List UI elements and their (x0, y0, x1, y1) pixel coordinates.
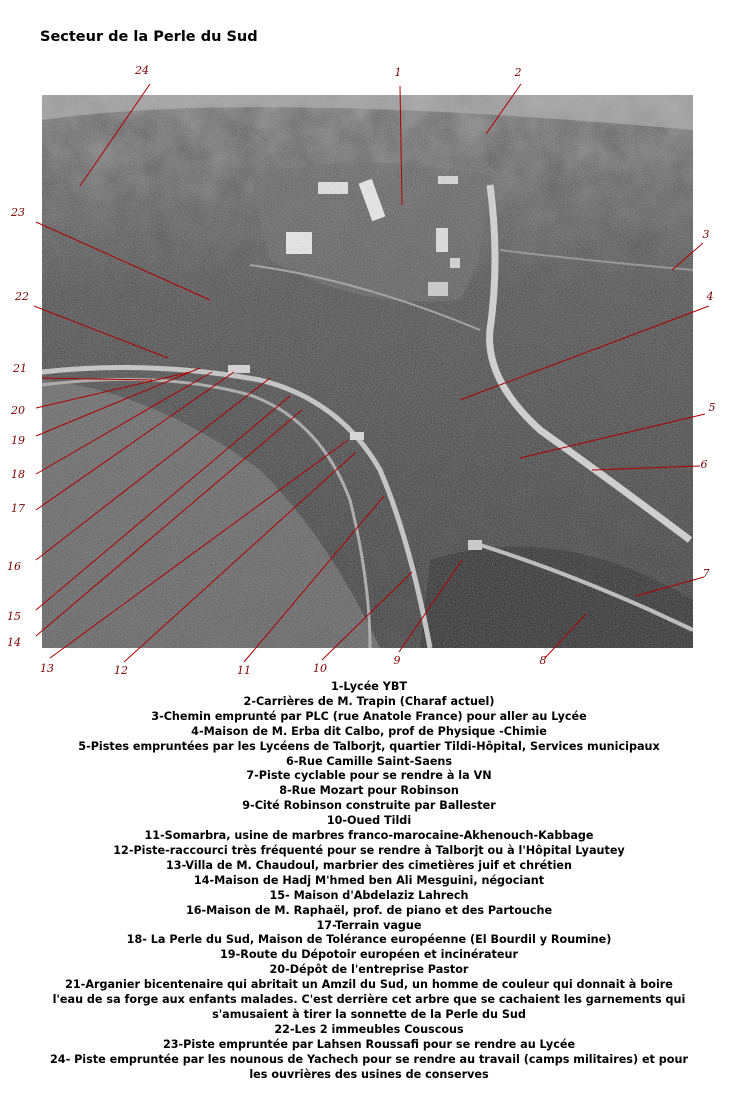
legend-line: 2-Carrières de M. Trapin (Charaf actuel) (243, 694, 495, 708)
legend-line: 6-Rue Camille Saint-Saens (285, 754, 453, 768)
legend-line: 9-Cité Robinson construite par Ballester (242, 799, 496, 813)
marker-number-18: 18 (11, 468, 25, 481)
marker-number-20: 20 (11, 404, 25, 417)
marker-number-12: 12 (114, 664, 128, 677)
marker-number-11: 11 (237, 664, 251, 677)
marker-number-8: 8 (539, 654, 547, 667)
legend-line: 13-Villa de M. Chaudoul, marbrier des cimetières juif et chrétien (166, 858, 572, 872)
marker-number-9: 9 (393, 654, 401, 667)
page-title: Secteur de la Perle du Sud (40, 29, 258, 45)
legend-line: 11-Somarbra, usine de marbres franco-marocaine-Akhenouch-Kabbage (144, 829, 594, 843)
legend-line: 23-Piste empruntée par Lahsen Roussafi pour se rendre au Lycée (162, 1037, 576, 1051)
marker-number-10: 10 (313, 662, 327, 675)
marker-number-14: 14 (7, 636, 21, 649)
marker-number-7: 7 (702, 567, 710, 580)
marker-number-2: 2 (514, 66, 522, 79)
marker-number-24: 24 (135, 64, 149, 77)
legend-line: 12-Piste-raccourci très fréquenté pour se rendre à Talborjt ou à l'Hôpital Lyautey (113, 843, 625, 857)
legend-line: 8-Rue Mozart pour Robinson (279, 784, 459, 798)
legend-line: s'amusaient à tirer la sonnette de la Perle du Sud (212, 1007, 526, 1021)
marker-number-3: 3 (702, 228, 710, 241)
marker-number-13: 13 (40, 662, 54, 675)
legend-line: 14-Maison de Hadj M'hmed ben Ali Mesguini, négociant (193, 873, 545, 887)
legend-line: 21-Arganier bicentenaire qui abritait un Amzil du Sud, un homme de couleur qui donnait à boire (65, 978, 673, 992)
legend-line: 20-Dépôt de l'entreprise Pastor (269, 963, 469, 977)
marker-number-19: 19 (11, 434, 25, 447)
marker-number-15: 15 (7, 610, 21, 623)
legend-line: 5-Pistes empruntées par les Lycéens de Talborjt, quartier Tildi-Hôpital, Services municipaux (78, 739, 660, 753)
photo-terrain (42, 95, 693, 648)
legend-line: 1-Lycée YBT (330, 680, 408, 693)
marker-number-22: 22 (15, 290, 29, 303)
legend-line: 4-Maison de M. Erba dit Calbo, prof de Physique -Chimie (191, 724, 547, 738)
legend-line: 7-Piste cyclable pour se rendre à la VN (246, 769, 492, 783)
legend-line: 10-Oued Tildi (326, 814, 412, 828)
legend-line: 24- Piste empruntée par les nounous de Yachech pour se rendre au travail (camps militaires) et pour (50, 1052, 688, 1066)
marker-number-17: 17 (11, 502, 25, 515)
marker-number-1: 1 (394, 66, 402, 79)
legend-line: 3-Chemin emprunté par PLC (rue Anatole France) pour aller au Lycée (151, 709, 587, 723)
marker-number-6: 6 (700, 458, 708, 471)
legend-line: 16-Maison de M. Raphaël, prof. de piano et des Partouche (185, 903, 553, 917)
legend-line: 18- La Perle du Sud, Maison de Tolérance européenne (El Bourdil y Roumine) (126, 933, 612, 947)
legend-line: l'eau de sa forge aux enfants malades. C'est derrière cet arbre que se cachaient les garnements qui (52, 993, 686, 1007)
legend (0, 680, 738, 1082)
marker-number-4: 4 (706, 290, 714, 303)
marker-number-5: 5 (708, 401, 716, 414)
legend-line: 22-Les 2 immeubles Couscous (274, 1022, 464, 1036)
marker-number-21: 21 (13, 362, 27, 375)
legend-line: 17-Terrain vague (316, 918, 422, 932)
marker-number-16: 16 (7, 560, 21, 573)
legend-line: 19-Route du Dépotoir européen et incinérateur (220, 948, 518, 962)
marker-number-23: 23 (11, 206, 25, 219)
legend-line: les ouvrières des usines de conserves (249, 1067, 489, 1081)
legend-line: 15- Maison d'Abdelaziz Lahrech (269, 888, 469, 902)
